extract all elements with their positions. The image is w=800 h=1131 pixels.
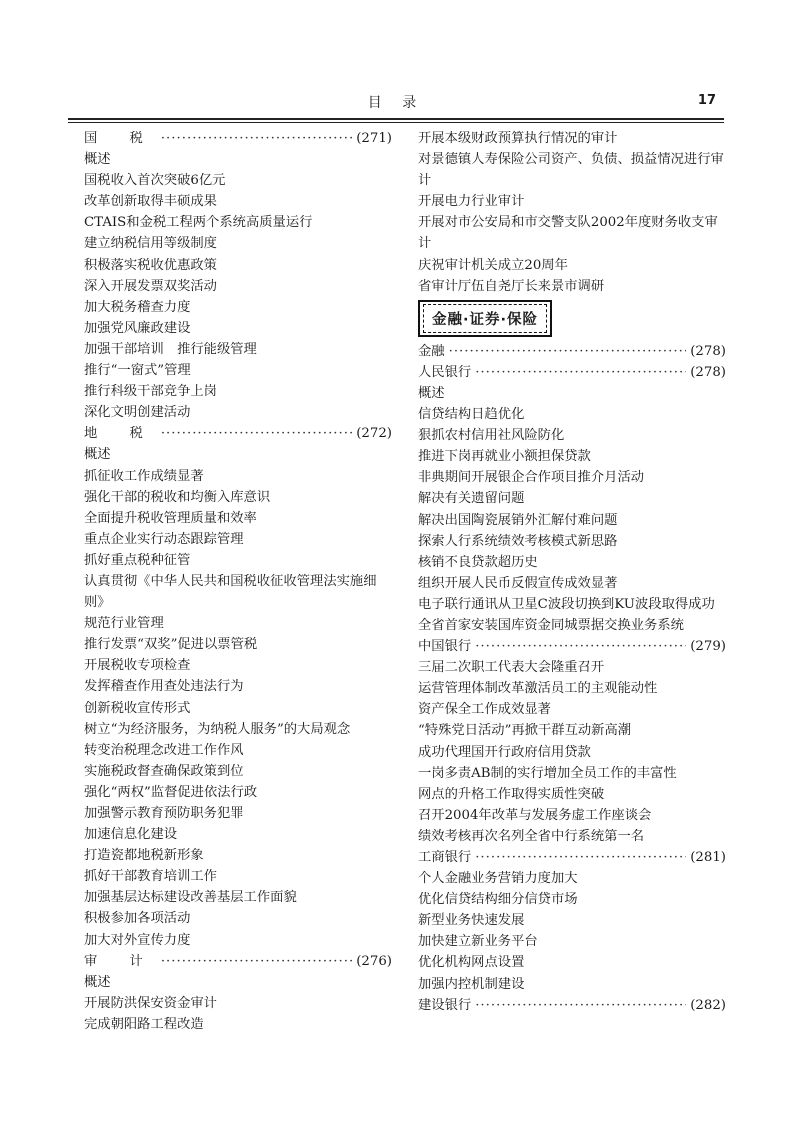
dot-leader: [161, 951, 352, 972]
dot-leader: [449, 341, 687, 362]
toc-entry: 概述: [84, 974, 111, 990]
page-number: 17: [697, 93, 716, 108]
toc-entry: 组织开展人民币反假宣传成效显著: [418, 575, 618, 591]
toc-entry: 推行科级干部竞争上岗: [84, 384, 217, 400]
section-page-number: (271): [356, 131, 392, 146]
dot-leader: [475, 847, 686, 868]
toc-entry: 全面提升税收管理质量和效率: [84, 510, 257, 526]
toc-section-heading: [84, 423, 392, 444]
toc-entry: 开展防洪保安资金审计: [84, 995, 217, 1011]
toc-entry: 转变治税理念改进工作作风: [84, 742, 244, 758]
section-page-number: (278): [690, 343, 726, 359]
header-rule-thick: [68, 118, 724, 120]
toc-entry: 开展对市公安局和市交警支队2002年度财务收支审计: [418, 215, 718, 252]
toc-entry: 开展本级财政预算执行情况的审计: [418, 131, 618, 146]
toc-section-heading: [418, 636, 726, 657]
toc-entry: 对景德镇人寿保险公司资产、负债、损益情况进行审计: [418, 152, 724, 189]
toc-entry: 加强基层达标建设改善基层工作面貌: [84, 890, 297, 906]
toc-entry: 概述: [418, 385, 445, 401]
toc-entry: 加速信息化建设: [84, 827, 178, 843]
section-page-number: (279): [690, 639, 726, 655]
toc-entry: 运营管理体制改革激活员工的主观能动性: [418, 681, 658, 697]
toc-entry: 规范行业管理: [84, 616, 164, 632]
toc-entry: 创新税收宣传形式: [84, 700, 191, 716]
toc-entry: 强化干部的税收和均衡入库意识: [84, 489, 271, 505]
toc-entry: 网点的升格工作取得实质性突破: [418, 786, 605, 802]
toc-entry: 实施税政督查确保政策到位: [84, 763, 244, 779]
toc-section-heading: [418, 341, 726, 362]
toc-right-column: [418, 128, 726, 1016]
toc-entry: 加快建立新业务平台: [418, 934, 538, 950]
dot-leader: [475, 995, 686, 1016]
banner-frame: [418, 300, 552, 337]
section-label: 地 税: [84, 426, 157, 442]
section-page-number: (272): [356, 426, 392, 442]
toc-entry: 解决有关遗留问题: [418, 491, 525, 507]
toc-entry: 一岗多责AB制的实行增加全员工作的丰富性: [418, 765, 677, 781]
toc-entry: 加强内控机制建设: [418, 976, 525, 992]
toc-entry: 国税收入首次突破6亿元: [84, 173, 226, 189]
section-page-number: (276): [356, 953, 392, 969]
toc-entry: 树立“为经济服务，为纳税人服务”的大局观念: [84, 721, 351, 737]
toc-entry: 深入开展发票双奖活动: [84, 278, 217, 294]
toc-entry: 重点企业实行动态跟踪管理: [84, 531, 244, 547]
toc-entry: 解决出国陶瓷展销外汇解付难问题: [418, 512, 618, 528]
toc-entry: 建立纳税信用等级制度: [84, 236, 217, 252]
toc-entry: 庆祝审计机关成立20周年: [418, 257, 568, 273]
toc-entry: 核销不良贷款超历史: [418, 554, 538, 570]
toc-entry: 概述: [84, 447, 111, 463]
toc-entry: 新型业务快速发展: [418, 913, 525, 929]
toc-entry: 抓好干部教育培训工作: [84, 869, 217, 885]
category-banner: [418, 297, 726, 341]
toc-entry: “特殊党日活动”再掀干群互动新高潮: [418, 723, 632, 739]
toc-entry: 推进下岗再就业小额担保贷款: [418, 449, 591, 465]
toc-entry: 打造瓷都地税新形象: [84, 848, 204, 864]
section-page-number: (278): [690, 364, 726, 380]
toc-entry: CTAIS和金税工程两个系统高质量运行: [84, 215, 313, 231]
toc-entry: 发挥稽查作用查处违法行为: [84, 679, 244, 695]
toc-entry: 加强干部培训 推行能级管理: [84, 341, 257, 357]
toc-entry: 抓好重点税种征管: [84, 552, 191, 568]
toc-entry: 开展电力行业审计: [418, 194, 525, 210]
header-title: 目 录: [367, 95, 425, 111]
toc-entry: 狠抓农村信用社风险防化: [418, 428, 565, 444]
toc-entry: 抓征收工作成绩显著: [84, 468, 204, 484]
toc-entry: 推行发票“双奖”促进以票管税: [84, 637, 258, 653]
banner-label: 金融·证券·保险: [423, 304, 547, 333]
toc-entry: 概述: [84, 152, 111, 168]
dot-leader: [475, 636, 686, 657]
page-header: [68, 90, 724, 116]
toc-entry: 三届二次职工代表大会隆重召开: [418, 660, 605, 676]
toc-entry: 电子联行通讯从卫星C波段切换到KU波段取得成功: [418, 596, 715, 612]
toc-entry: 非典期间开展银企合作项目推介月活动: [418, 470, 645, 486]
toc-entry: 信贷结构日趋优化: [418, 407, 525, 423]
toc-entry: 召开2004年改革与发展务虚工作座谈会: [418, 807, 652, 823]
toc-entry: 个人金融业务营销力度加大: [418, 871, 578, 887]
toc-entry: 完成朝阳路工程改造: [84, 1016, 204, 1032]
toc-entry: 加大对外宣传力度: [84, 932, 191, 948]
toc-section-heading: [418, 847, 726, 868]
section-label: 国 税: [84, 131, 157, 146]
header-rule-thin: [68, 122, 724, 123]
dot-leader: [475, 362, 686, 383]
section-label: 建设银行: [418, 997, 472, 1013]
toc-section-heading: [418, 362, 726, 383]
section-label: 中国银行: [418, 639, 472, 655]
section-label: 人民银行: [418, 364, 472, 380]
section-page-number: (282): [690, 997, 726, 1013]
dot-leader: [161, 128, 352, 149]
toc-section-heading: [84, 128, 392, 149]
toc-entry: 省审计厅伍自尧厅长来景市调研: [418, 278, 605, 294]
toc-entry: 认真贯彻《中华人民共和国税收征收管理法实施细则》: [84, 573, 377, 611]
toc-entry: 加强党风廉政建设: [84, 320, 191, 336]
toc-entry: 绩效考核再次名列全省中行系统第一名: [418, 828, 645, 844]
toc-entry: 成功代理国开行政府信用贷款: [418, 744, 591, 760]
toc-entry: 优化机构网点设置: [418, 955, 525, 971]
section-label: 金融: [418, 343, 445, 359]
toc-entry: 深化文明创建活动: [84, 405, 191, 421]
toc-entry: 加大税务稽查力度: [84, 299, 191, 315]
dot-leader: [161, 423, 352, 444]
toc-entry: 推行“一窗式”管理: [84, 363, 191, 379]
toc-entry: 全省首家安装国库资金同城票据交换业务系统: [418, 617, 684, 633]
section-label: 审 计: [84, 953, 157, 969]
section-label: 工商银行: [418, 850, 472, 865]
toc-left-column: [84, 128, 392, 1035]
toc-entry: 积极落实税收优惠政策: [84, 257, 217, 273]
toc-entry: 开展税收专项检查: [84, 658, 191, 674]
toc-entry: 加强警示教育预防职务犯罪: [84, 806, 244, 821]
section-page-number: (281): [690, 850, 726, 865]
toc-section-heading: [418, 995, 726, 1016]
toc-section-heading: [84, 951, 392, 972]
toc-entry: 优化信贷结构细分信贷市场: [418, 892, 578, 908]
toc-entry: 探索人行系统绩效考核模式新思路: [418, 533, 618, 549]
toc-entry: 积极参加各项活动: [84, 911, 191, 927]
toc-entry: 改革创新取得丰硕成果: [84, 194, 217, 210]
toc-entry: 强化“两权”监督促进依法行政: [84, 784, 258, 800]
toc-entry: 资产保全工作成效显著: [418, 702, 551, 718]
